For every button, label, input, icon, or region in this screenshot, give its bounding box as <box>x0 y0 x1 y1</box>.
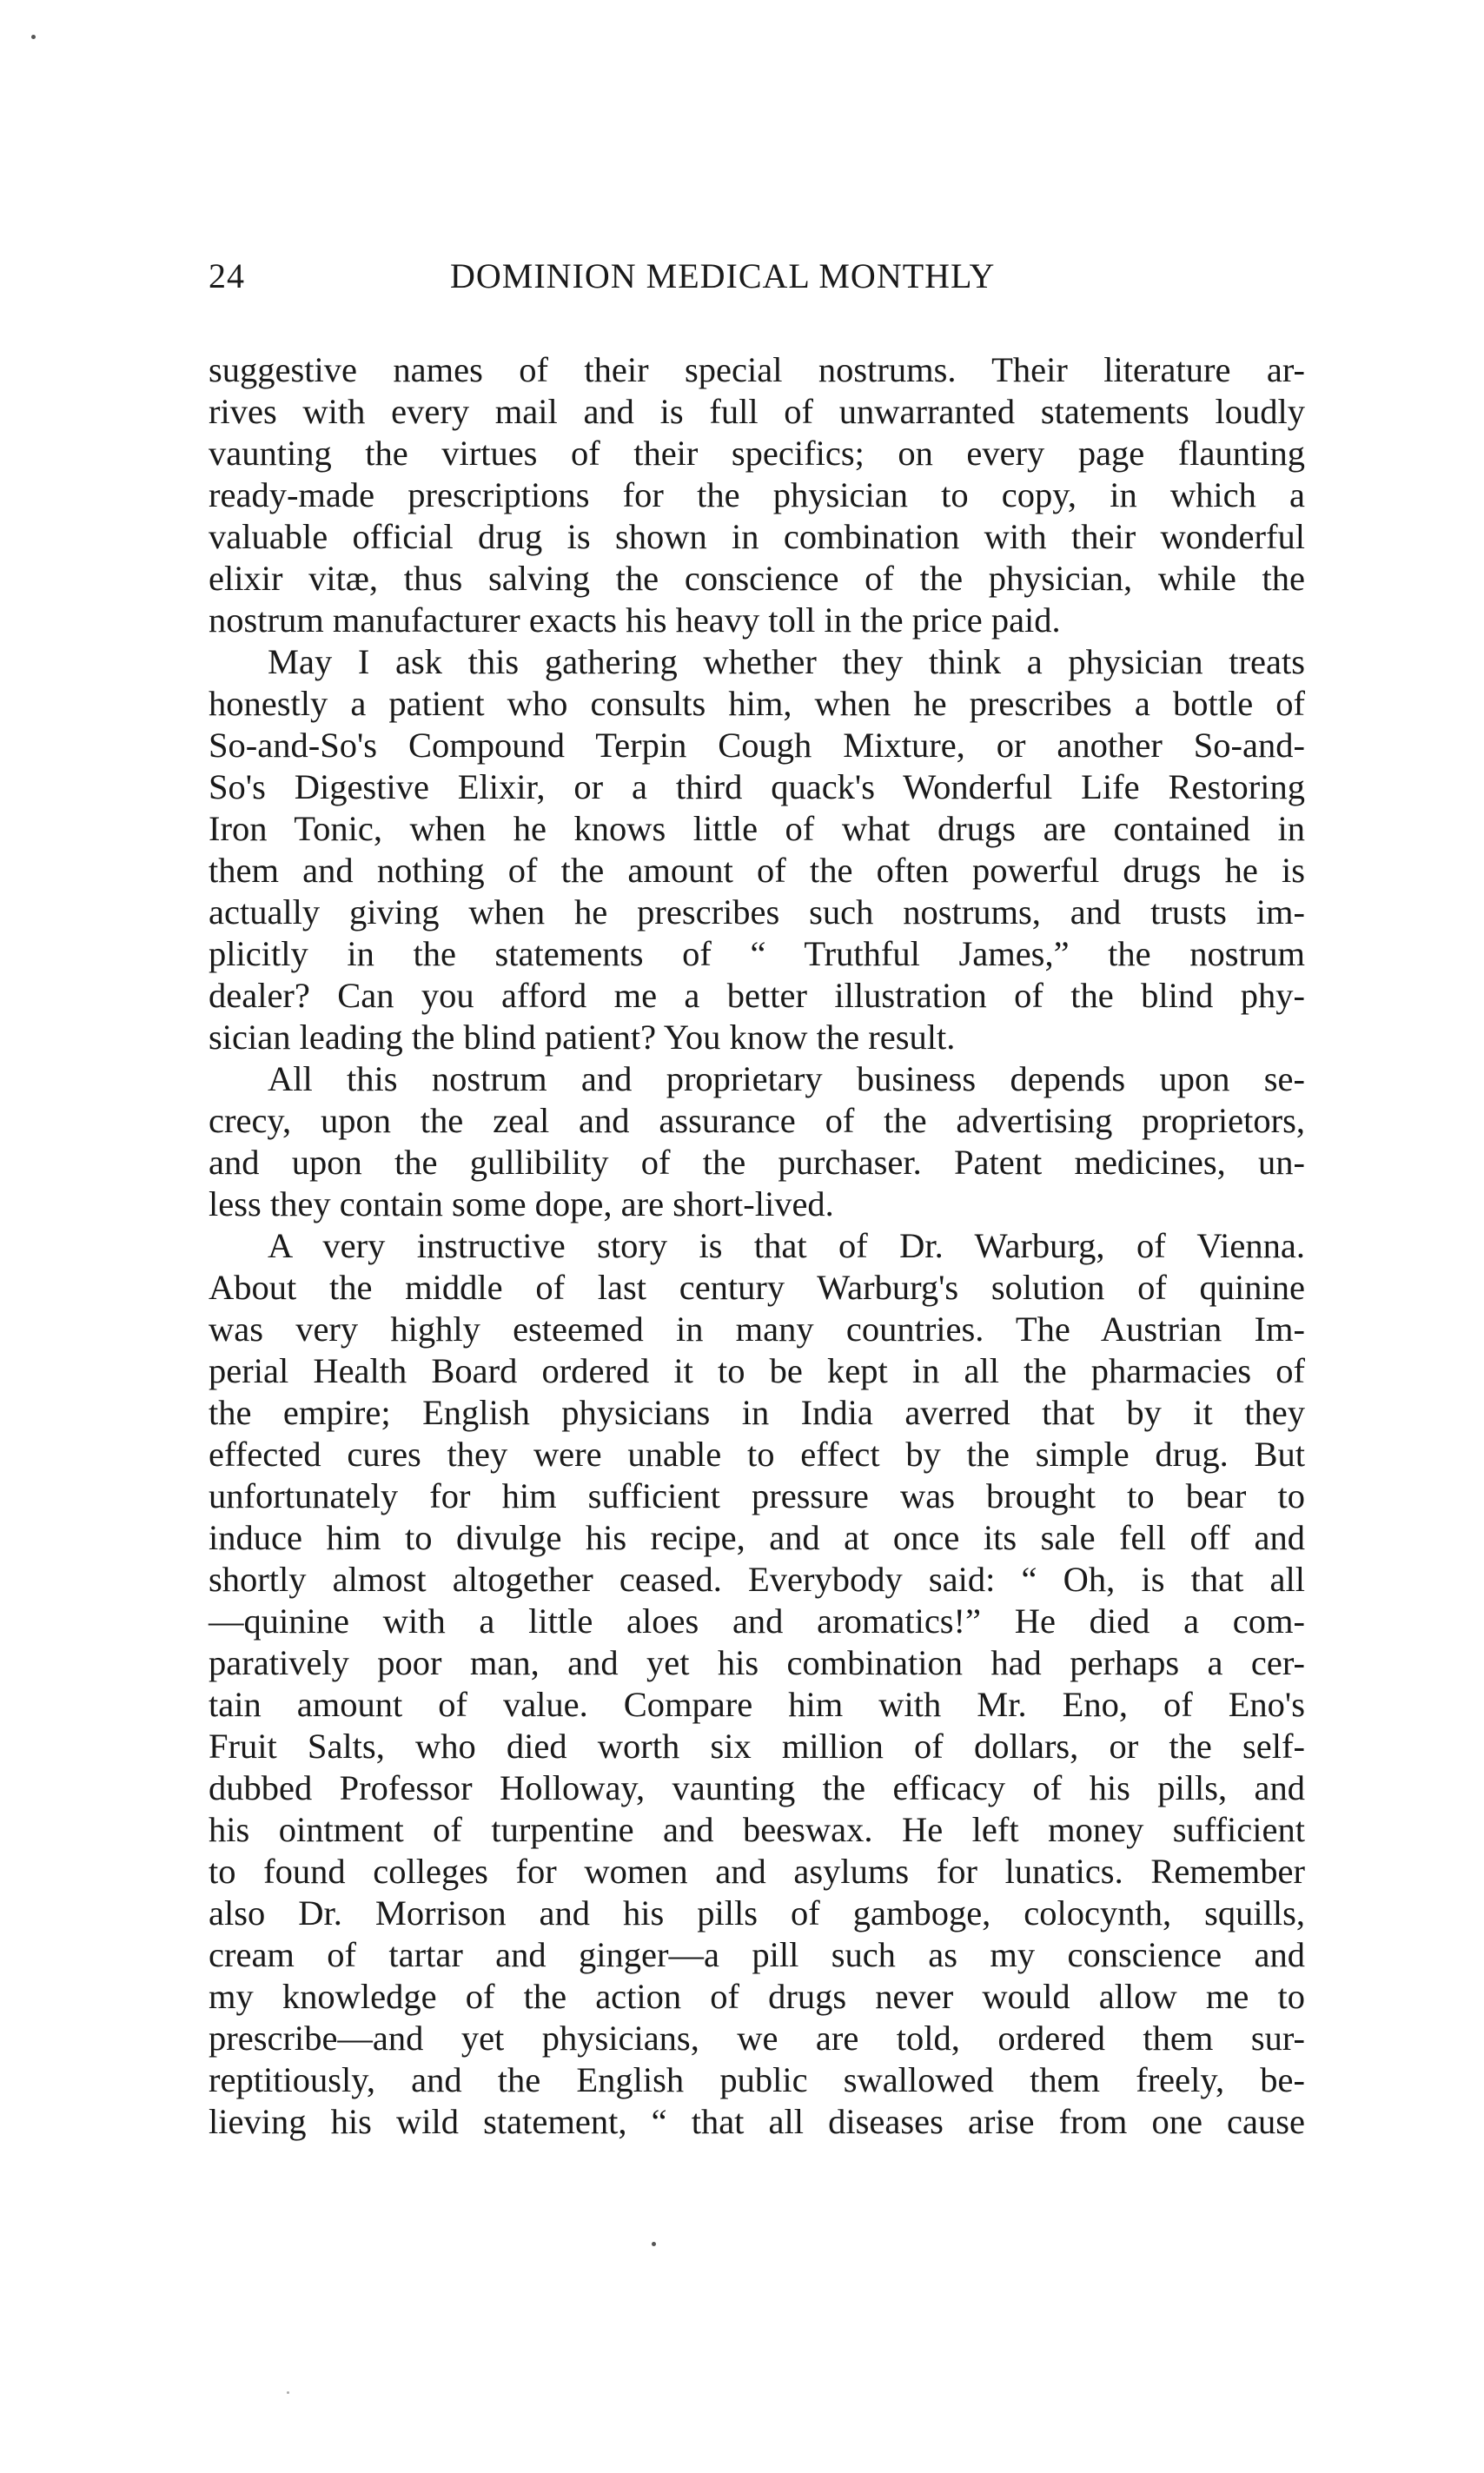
text-line: his ointment of turpentine and beeswax. He left money sufficient <box>209 1810 1305 1849</box>
text-line: Fruit Salts, who died worth six million of dollars, or the self- <box>209 1727 1305 1766</box>
text-line: elixir vitæ, thus salving the conscience of the physician, while the <box>209 559 1305 598</box>
running-head <box>209 255 1305 308</box>
text-line: induce him to divulge his recipe, and at once its sale fell off and <box>209 1518 1305 1557</box>
text-line: lieving his wild statement, “ that all diseases arise from one cause <box>209 2102 1305 2141</box>
text-line: plicitly in the statements of “ Truthful James,” the nostrum <box>209 934 1305 973</box>
text-line: cream of tartar and ginger—a pill such as my conscience and <box>209 1935 1305 1974</box>
text-line: them and nothing of the amount of the often powerful drugs he is <box>209 851 1305 890</box>
text-line: —quinine with a little aloes and aromatics!” He died a com- <box>209 1601 1305 1641</box>
text-line: suggestive names of their special nostrums. Their literature ar- <box>209 350 1305 389</box>
text-line: sician leading the blind patient? You know the result. <box>209 1018 956 1057</box>
text-line: So's Digestive Elixir, or a third quack's Wonderful Life Restoring <box>209 767 1305 806</box>
text-line: the empire; English physicians in India averred that by it they <box>209 1393 1305 1432</box>
text-line: Iron Tonic, when he knows little of what drugs are contained in <box>209 809 1305 848</box>
text-line: So-and-So's Compound Terpin Cough Mixture, or another So-and- <box>209 726 1305 765</box>
text-line: my knowledge of the action of drugs never would allow me to <box>209 1977 1305 2016</box>
text-line: also Dr. Morrison and his pills of gamboge, colocynth, squills, <box>209 1893 1305 1933</box>
text-line: and upon the gullibility of the purchaser. Patent medicines, un- <box>209 1143 1305 1182</box>
text-line: nostrum manufacturer exacts his heavy toll in the price paid. <box>209 600 1061 640</box>
text-line: reptitiously, and the English public swallowed them freely, be- <box>209 2060 1305 2099</box>
text-line: actually giving when he prescribes such nostrums, and trusts im- <box>209 892 1305 932</box>
text-line: shortly almost altogether ceased. Everybody said: “ Oh, is that all <box>209 1560 1305 1599</box>
text-line: perial Health Board ordered it to be kept in all the pharmacies of <box>209 1351 1305 1390</box>
scan-speck <box>652 2242 656 2246</box>
body-text <box>209 349 1305 2143</box>
text-line: rives with every mail and is full of unwarranted statements loudly <box>209 392 1305 431</box>
text-line: About the middle of last century Warburg's solution of quinine <box>209 1268 1305 1307</box>
text-line: honestly a patient who consults him, when he prescribes a bottle of <box>209 684 1305 723</box>
text-line: crecy, upon the zeal and assurance of the advertising proprietors, <box>209 1101 1305 1140</box>
text-line: to found colleges for women and asylums for lunatics. Remember <box>209 1852 1305 1891</box>
text-line: tain amount of value. Compare him with Mr. Eno, of Eno's <box>209 1685 1305 1724</box>
text-line: dealer? Can you afford me a better illustration of the blind phy- <box>209 976 1305 1015</box>
text-line: vaunting the virtues of their specifics; on every page flaunting <box>209 434 1305 473</box>
text-line: paratively poor man, and yet his combination had perhaps a cer- <box>209 1643 1305 1682</box>
text-line: ready-made prescriptions for the physician to copy, in which a <box>209 475 1305 514</box>
text-line: valuable official drug is shown in combination with their wonderful <box>209 517 1305 556</box>
text-line: dubbed Professor Holloway, vaunting the efficacy of his pills, and <box>209 1768 1305 1807</box>
text-line: less they contain some dope, are short-lived. <box>209 1184 834 1223</box>
text-line: All this nostrum and proprietary business depends upon se- <box>268 1059 1305 1098</box>
text-line: unfortunately for him sufficient pressure was brought to bear to <box>209 1476 1305 1515</box>
scan-speck <box>31 35 36 39</box>
text-line: was very highly esteemed in many countries. The Austrian Im- <box>209 1309 1305 1349</box>
text-line: effected cures they were unable to effect by the simple drug. But <box>209 1435 1305 1474</box>
page-number: 24 <box>209 256 245 295</box>
text-line: A very instructive story is that of Dr. Warburg, of Vienna. <box>268 1226 1305 1265</box>
journal-title: DOMINION MEDICAL MONTHLY <box>450 256 996 295</box>
scan-speck <box>287 2391 289 2394</box>
text-line: prescribe—and yet physicians, we are told, ordered them sur- <box>209 2019 1305 2058</box>
text-line: May I ask this gathering whether they think a physician treats <box>268 642 1305 681</box>
